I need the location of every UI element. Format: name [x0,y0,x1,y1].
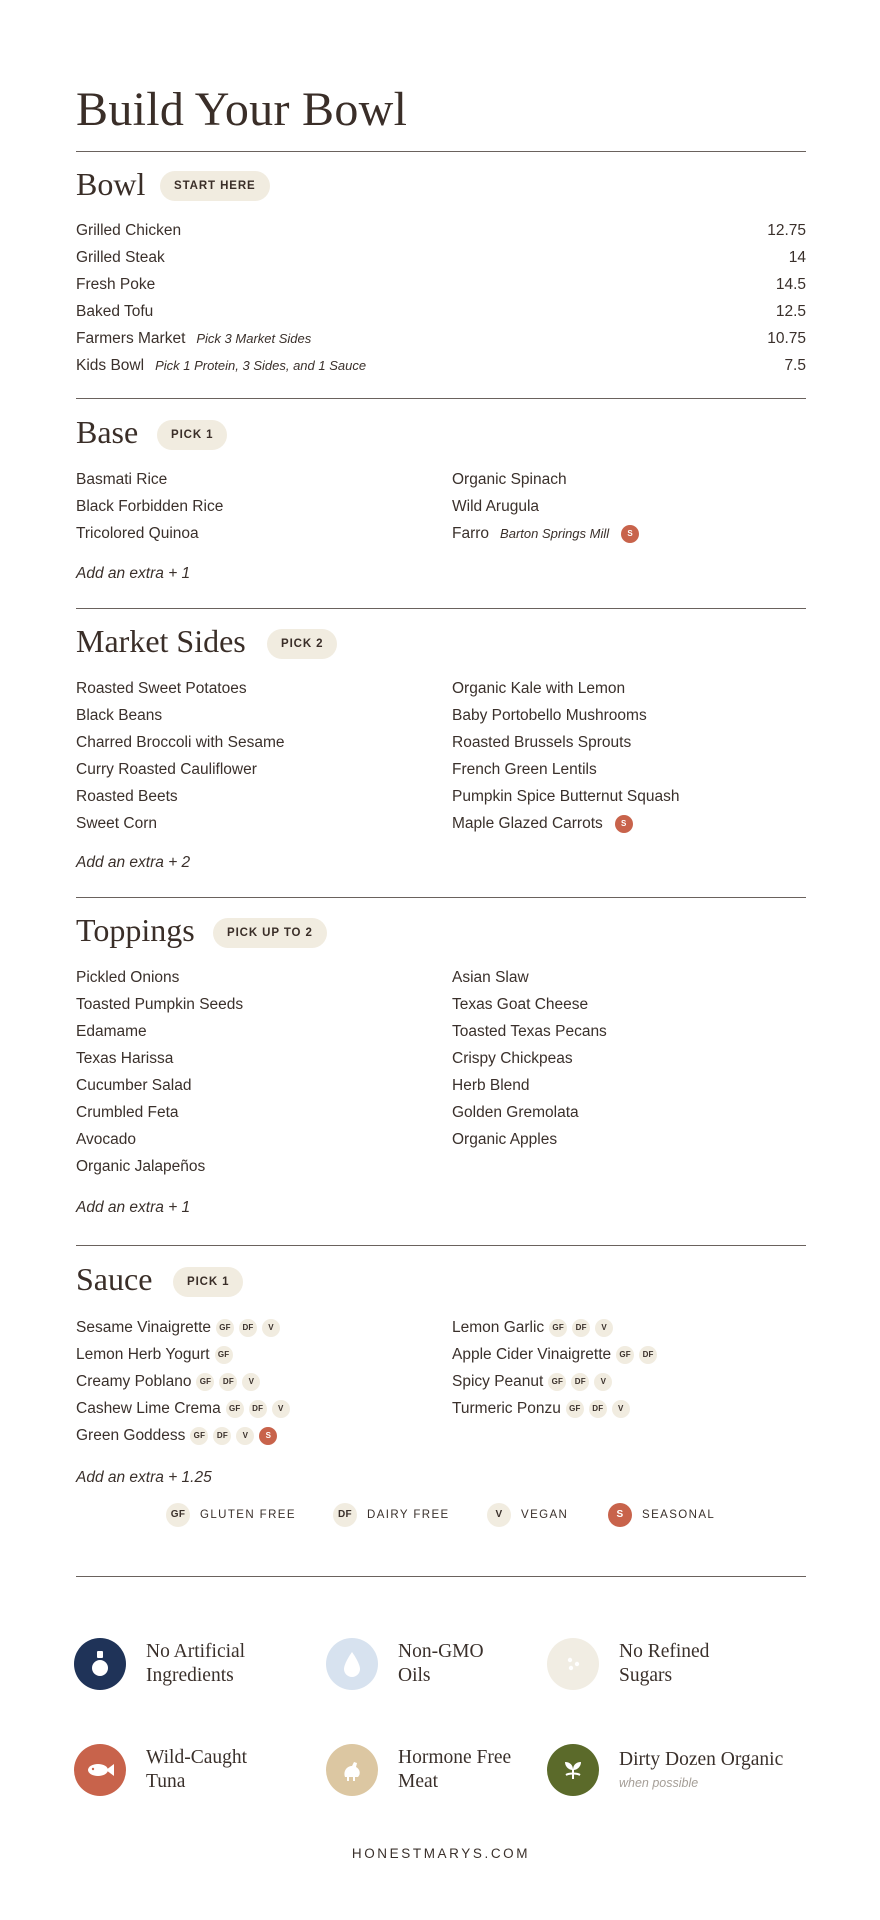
gf-badge: GF [549,1319,567,1337]
v-badge: V [487,1503,511,1527]
sauce-item [76,1397,290,1421]
v-badge: V [612,1400,630,1418]
section-title-toppings: Toppings [76,912,195,948]
feature-non-gmo [326,1634,484,1694]
v-badge: V [236,1427,254,1445]
gf-badge: GF [566,1400,584,1418]
fish-icon [74,1744,126,1796]
list-item: Organic Spinach [452,471,567,488]
item-price: 14 [788,249,806,266]
feature-line1: Hormone Free [398,1747,512,1768]
bottle-icon [74,1638,126,1690]
list-item [452,522,639,546]
add-extra-text: Add an extra + 1 [76,565,191,582]
pill-start-here: START HERE [160,171,270,201]
item-note: Pick 3 Market Sides [196,331,312,346]
list-item: Organic Kale with Lemon [452,680,626,697]
sauce-item [452,1343,657,1367]
list-item: Sweet Corn [76,815,157,832]
list-item: Crispy Chickpeas [452,1050,573,1067]
divider [76,398,806,399]
v-badge: V [262,1319,280,1337]
df-badge: DF [219,1373,237,1391]
list-item: Pickled Onions [76,969,180,986]
plant-icon [547,1744,599,1796]
item-name: Lemon Herb Yogurt [76,1346,210,1363]
item-name: Lemon Garlic [452,1319,545,1336]
feature-line1: Dirty Dozen Organic [619,1749,784,1770]
list-item: Golden Gremolata [452,1104,579,1121]
df-badge: DF [213,1427,231,1445]
divider [76,1245,806,1246]
legend-label: DAIRY FREE [367,1509,450,1521]
item-name: Cashew Lime Crema [76,1400,221,1417]
menu-item [76,219,181,243]
chicken-icon [326,1744,378,1796]
add-extra-text: Add an extra + 1 [76,1199,191,1216]
item-name: Kids Bowl [76,357,145,374]
item-name: Sesame Vinaigrette [76,1319,211,1336]
sauce-item [76,1316,280,1340]
item-price: 14.5 [775,276,806,293]
sauce-item [452,1316,613,1340]
v-badge: V [595,1319,613,1337]
feature-no-refined-sugars [547,1634,709,1694]
list-item: Tricolored Quinoa [76,525,199,542]
item-name: Creamy Poblano [76,1373,192,1390]
list-item: Charred Broccoli with Sesame [76,734,285,751]
seasonal-badge: S [259,1427,277,1445]
list-item: Black Beans [76,707,163,724]
list-item: Black Forbidden Rice [76,498,224,515]
gf-badge: GF [548,1373,566,1391]
list-item: Organic Apples [452,1131,558,1148]
feature-dirty-dozen [547,1740,783,1800]
list-item: Organic Jalapeños [76,1158,206,1175]
section-title-base: Base [76,414,139,450]
add-extra-text: Add an extra + 2 [76,854,191,871]
list-item: Avocado [76,1131,137,1148]
list-item: Toasted Texas Pecans [452,1023,607,1040]
list-item: Herb Blend [452,1077,530,1094]
list-item: Curry Roasted Cauliflower [76,761,257,778]
divider [76,1576,806,1577]
list-item [452,812,633,836]
menu-item [76,273,155,297]
df-badge: DF [639,1346,657,1364]
feature-line2: Oils [398,1665,431,1686]
list-item: Crumbled Feta [76,1104,179,1121]
gf-badge: GF [616,1346,634,1364]
menu-item [76,327,311,351]
list-item: Roasted Sweet Potatoes [76,680,247,697]
feature-line2: Ingredients [146,1665,234,1686]
menu-item [76,354,366,378]
list-item: Roasted Beets [76,788,178,805]
menu-item [76,300,153,324]
sauce-item [76,1424,277,1448]
gf-badge: GF [215,1346,233,1364]
section-title-sauce: Sauce [76,1261,153,1297]
seasonal-badge: S [621,525,639,543]
sugar-icon [547,1638,599,1690]
v-badge: V [272,1400,290,1418]
legend-label: GLUTEN FREE [200,1509,296,1521]
add-extra-text: Add an extra + 1.25 [76,1469,212,1486]
section-title-bowl: Bowl [76,166,146,202]
item-name: Grilled Chicken [76,222,182,239]
legend-dairy-free [333,1502,450,1528]
item-name: Farmers Market [76,330,186,347]
seasonal-badge: S [615,815,633,833]
item-price: 10.75 [767,330,806,347]
legend-seasonal [608,1502,715,1528]
gf-badge: GF [166,1503,190,1527]
pill-pick-2: PICK 2 [267,629,337,659]
oil-drop-icon [326,1638,378,1690]
sauce-item [452,1397,630,1421]
df-badge: DF [572,1319,590,1337]
item-name: Farro [452,525,490,542]
feature-line1: Wild-Caught [146,1747,248,1768]
item-price: 12.5 [775,303,806,320]
gf-badge: GF [196,1373,214,1391]
legend-label: SEASONAL [642,1509,716,1521]
list-item: Texas Goat Cheese [452,996,589,1013]
df-badge: DF [571,1373,589,1391]
pill-pick-1: PICK 1 [157,420,227,450]
list-item: Toasted Pumpkin Seeds [76,996,244,1013]
list-item: Texas Harissa [76,1050,174,1067]
sauce-item [76,1343,233,1367]
list-item: Edamame [76,1023,147,1040]
legend-label: VEGAN [521,1509,569,1521]
list-item: Roasted Brussels Sprouts [452,734,632,751]
item-note: Barton Springs Mill [500,526,610,541]
df-badge: DF [333,1503,357,1527]
pill-pick-1: PICK 1 [173,1267,243,1297]
list-item: French Green Lentils [452,761,597,778]
item-note: Pick 1 Protein, 3 Sides, and 1 Sauce [155,358,367,373]
pill-pick-up-to-2: PICK UP TO 2 [213,918,327,948]
item-name: Maple Glazed Carrots [452,815,603,832]
df-badge: DF [589,1400,607,1418]
list-item: Wild Arugula [452,498,540,515]
feature-line2: Meat [398,1771,439,1792]
feature-line1: Non-GMO [398,1641,484,1662]
gf-badge: GF [216,1319,234,1337]
list-item: Baby Portobello Mushrooms [452,707,647,724]
legend-vegan [487,1502,568,1528]
feature-no-artificial [74,1634,245,1694]
item-name: Fresh Poke [76,276,156,293]
feature-line2: Tuna [146,1771,186,1792]
df-badge: DF [249,1400,267,1418]
divider [76,151,806,152]
sauce-item [76,1370,260,1394]
seasonal-badge: S [608,1503,632,1527]
feature-line1: No Refined [619,1641,710,1662]
legend-gluten-free [166,1502,296,1528]
divider [76,897,806,898]
item-name: Turmeric Ponzu [452,1400,561,1417]
page-title: Build Your Bowl [76,83,408,136]
item-name: Spicy Peanut [452,1373,544,1390]
v-badge: V [594,1373,612,1391]
feature-line2: Sugars [619,1665,673,1686]
divider [76,608,806,609]
menu-item [76,246,165,270]
list-item: Basmati Rice [76,471,168,488]
item-name: Green Goddess [76,1427,186,1444]
list-item: Pumpkin Spice Butternut Squash [452,788,680,805]
item-name: Grilled Steak [76,249,165,266]
item-price: 7.5 [784,357,806,374]
gf-badge: GF [190,1427,208,1445]
item-name: Apple Cider Vinaigrette [452,1346,612,1363]
list-item: Cucumber Salad [76,1077,192,1094]
sauce-item [452,1370,612,1394]
v-badge: V [242,1373,260,1391]
item-name: Baked Tofu [76,303,154,320]
feature-line1: No Artificial [146,1641,246,1662]
df-badge: DF [239,1319,257,1337]
feature-subnote: when possible [619,1776,699,1790]
feature-hormone-free [326,1740,511,1800]
gf-badge: GF [226,1400,244,1418]
section-title-market-sides: Market Sides [76,623,246,659]
item-price: 12.75 [767,222,806,239]
list-item: Asian Slaw [452,969,529,986]
feature-wild-caught [74,1740,247,1800]
website-link[interactable]: HONESTMARYS.COM [351,1846,531,1861]
